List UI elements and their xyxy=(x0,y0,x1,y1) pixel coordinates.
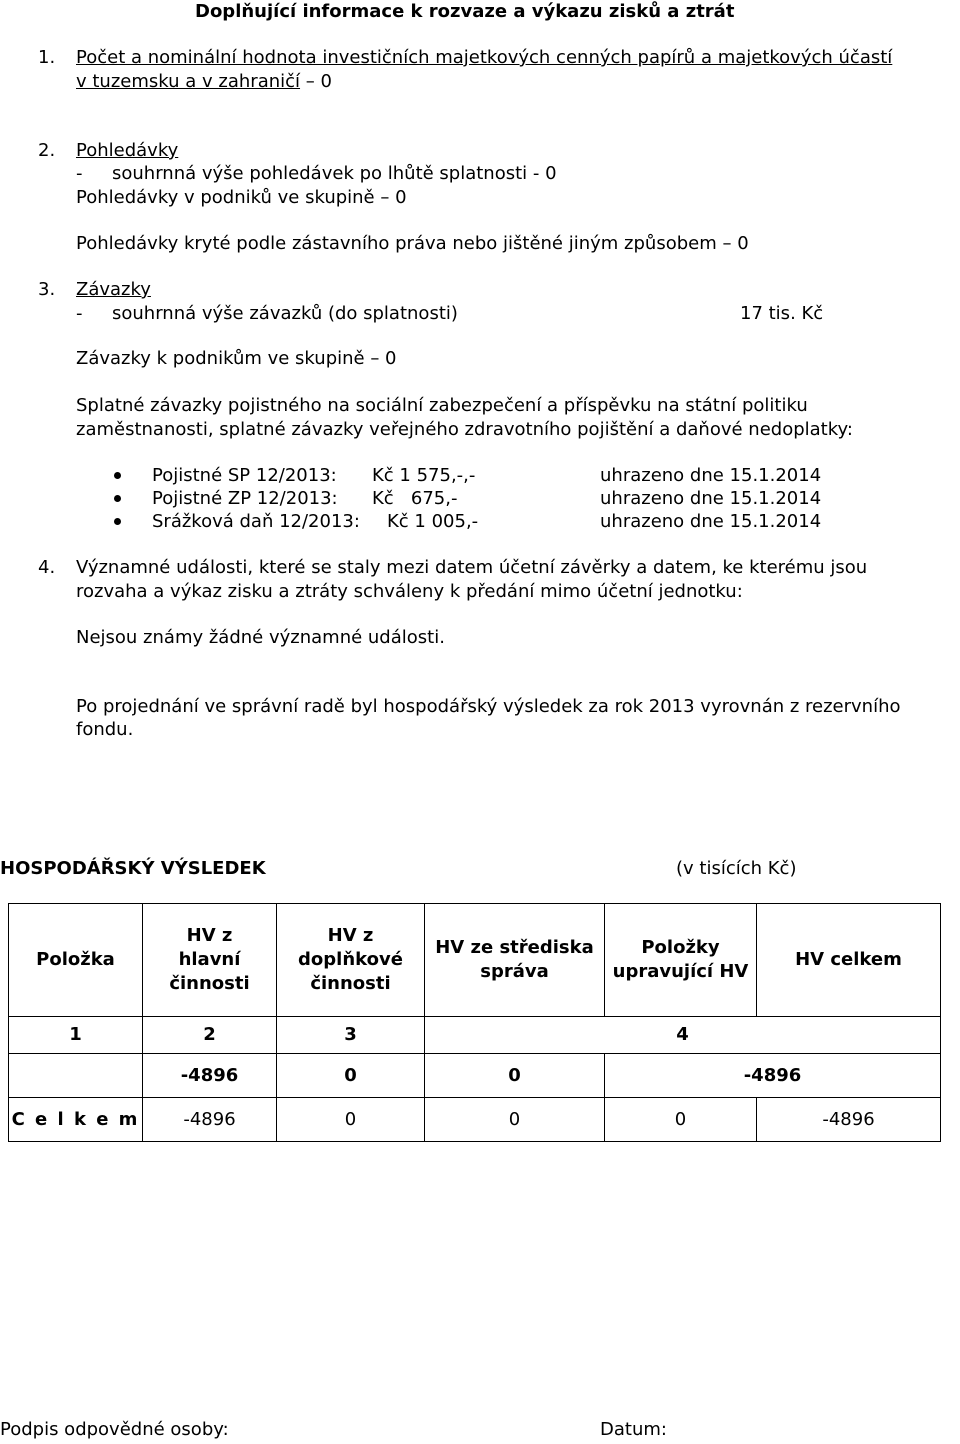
events-line-2: rozvaha a výkaz zisku a ztráty schváleny k předání mimo účetní jednotku: xyxy=(76,581,743,602)
section-3-dash: - xyxy=(76,303,83,324)
section-1-line xyxy=(76,70,332,94)
cell-value: -4896 xyxy=(143,1054,277,1098)
section-3-number: 3. xyxy=(38,279,56,300)
events-line-1: Významné události, které se staly mezi datem účetní závěrky a datem, ke kterému jsou xyxy=(76,557,868,578)
bullet-3-status: uhrazeno dne 15.1.2014 xyxy=(600,511,822,532)
receivables-secured: Pohledávky kryté podle zástavního práva nebo jištěné jiným způsobem – 0 xyxy=(76,233,749,254)
header-hv-doplnkove: HV z doplňkové činnosti xyxy=(277,904,425,1017)
header-polozka: Položka xyxy=(9,904,143,1017)
cell-value: 0 xyxy=(425,1054,605,1098)
total-value: 0 xyxy=(277,1098,425,1142)
total-value: -4896 xyxy=(757,1098,941,1142)
cell-empty xyxy=(9,1054,143,1098)
bullet-2-label: Pojistné ZP 12/2013: xyxy=(152,488,338,509)
header-hv-celkem: HV celkem xyxy=(757,904,941,1017)
table-row-total xyxy=(9,1098,941,1142)
hv-heading: HOSPODÁŘSKÝ VÝSLEDEK xyxy=(0,858,266,879)
section-2-heading: Pohledávky xyxy=(76,140,179,161)
hv-unit: (v tisících Kč) xyxy=(676,858,797,879)
cell-num: 1 xyxy=(9,1017,143,1054)
insurance-paragraph-1: Splatné závazky pojistného na sociální zabezpečení a příspěvku na státní politiku xyxy=(76,395,808,416)
section-4-number: 4. xyxy=(38,557,56,578)
insurance-paragraph-2: zaměstnanosti, splatné závazky veřejného zdravotního pojištění a daňové nedoplatky: xyxy=(76,419,853,440)
bullet-icon xyxy=(114,472,121,479)
bullet-icon xyxy=(114,495,121,502)
liabilities-group: Závazky k podnikům ve skupině – 0 xyxy=(76,348,397,369)
liabilities-total-value: 17 tis. Kč xyxy=(740,303,824,324)
bullet-3-amount: Kč 1 005,- xyxy=(387,511,479,532)
bullet-icon xyxy=(114,518,121,525)
bullet-3-label: Srážková daň 12/2013: xyxy=(152,511,360,532)
receivables-group: Pohledávky v podniků ve skupině – 0 xyxy=(76,187,407,208)
liabilities-total: souhrnná výše závazků (do splatnosti) xyxy=(112,303,458,324)
section-1-heading-cont: v tuzemsku a v zahraničí xyxy=(76,71,301,92)
result-note-line-2: fondu. xyxy=(76,719,134,740)
section-2-number: 2. xyxy=(38,140,56,161)
table-header-row xyxy=(9,904,941,1017)
cell-num: 2 xyxy=(143,1017,277,1054)
total-value: 0 xyxy=(425,1098,605,1142)
section-3-heading: Závazky xyxy=(76,279,151,300)
table-row xyxy=(9,1054,941,1098)
bullet-1-status: uhrazeno dne 15.1.2014 xyxy=(600,465,822,486)
table-row xyxy=(9,1017,941,1054)
bullet-2-amount: Kč 675,- xyxy=(372,488,458,509)
bullet-1-label: Pojistné SP 12/2013: xyxy=(152,465,337,486)
hv-table xyxy=(8,903,941,1142)
bullet-2-status: uhrazeno dne 15.1.2014 xyxy=(600,488,822,509)
section-1-value: – 0 xyxy=(300,71,332,92)
section-1-number: 1. xyxy=(38,47,56,68)
header-polozky-upravujici: Položky upravující HV xyxy=(605,904,757,1017)
result-note-line-1: Po projednání ve správní radě byl hospodářský výsledek za rok 2013 vyrovnán z rezervního xyxy=(76,696,901,717)
date-label: Datum: xyxy=(600,1419,667,1440)
cell-num: 3 xyxy=(277,1017,425,1054)
bullet-1-amount: Kč 1 575,-,- xyxy=(372,465,476,486)
cell-num: 4 xyxy=(425,1017,941,1054)
document-title: Doplňující informace k rozvaze a výkazu zisků a ztrát xyxy=(195,1,735,22)
section-2-dash: - xyxy=(76,163,83,184)
signature-label: Podpis odpovědné osoby: xyxy=(0,1419,229,1440)
cell-value: 0 xyxy=(277,1054,425,1098)
receivables-overdue: souhrnná výše pohledávek po lhůtě splatnosti - 0 xyxy=(112,163,557,184)
events-none: Nejsou známy žádné významné události. xyxy=(76,627,445,648)
total-value: -4896 xyxy=(143,1098,277,1142)
total-label: C e l k e m xyxy=(9,1098,143,1142)
cell-value: -4896 xyxy=(605,1054,941,1098)
section-1-heading: Počet a nominální hodnota investičních majetkových cenných papírů a majetkových účastí xyxy=(76,47,893,68)
total-value: 0 xyxy=(605,1098,757,1142)
header-hv-strediska: HV ze střediska správa xyxy=(425,904,605,1017)
header-hv-hlavni: HV z hlavní činnosti xyxy=(143,904,277,1017)
